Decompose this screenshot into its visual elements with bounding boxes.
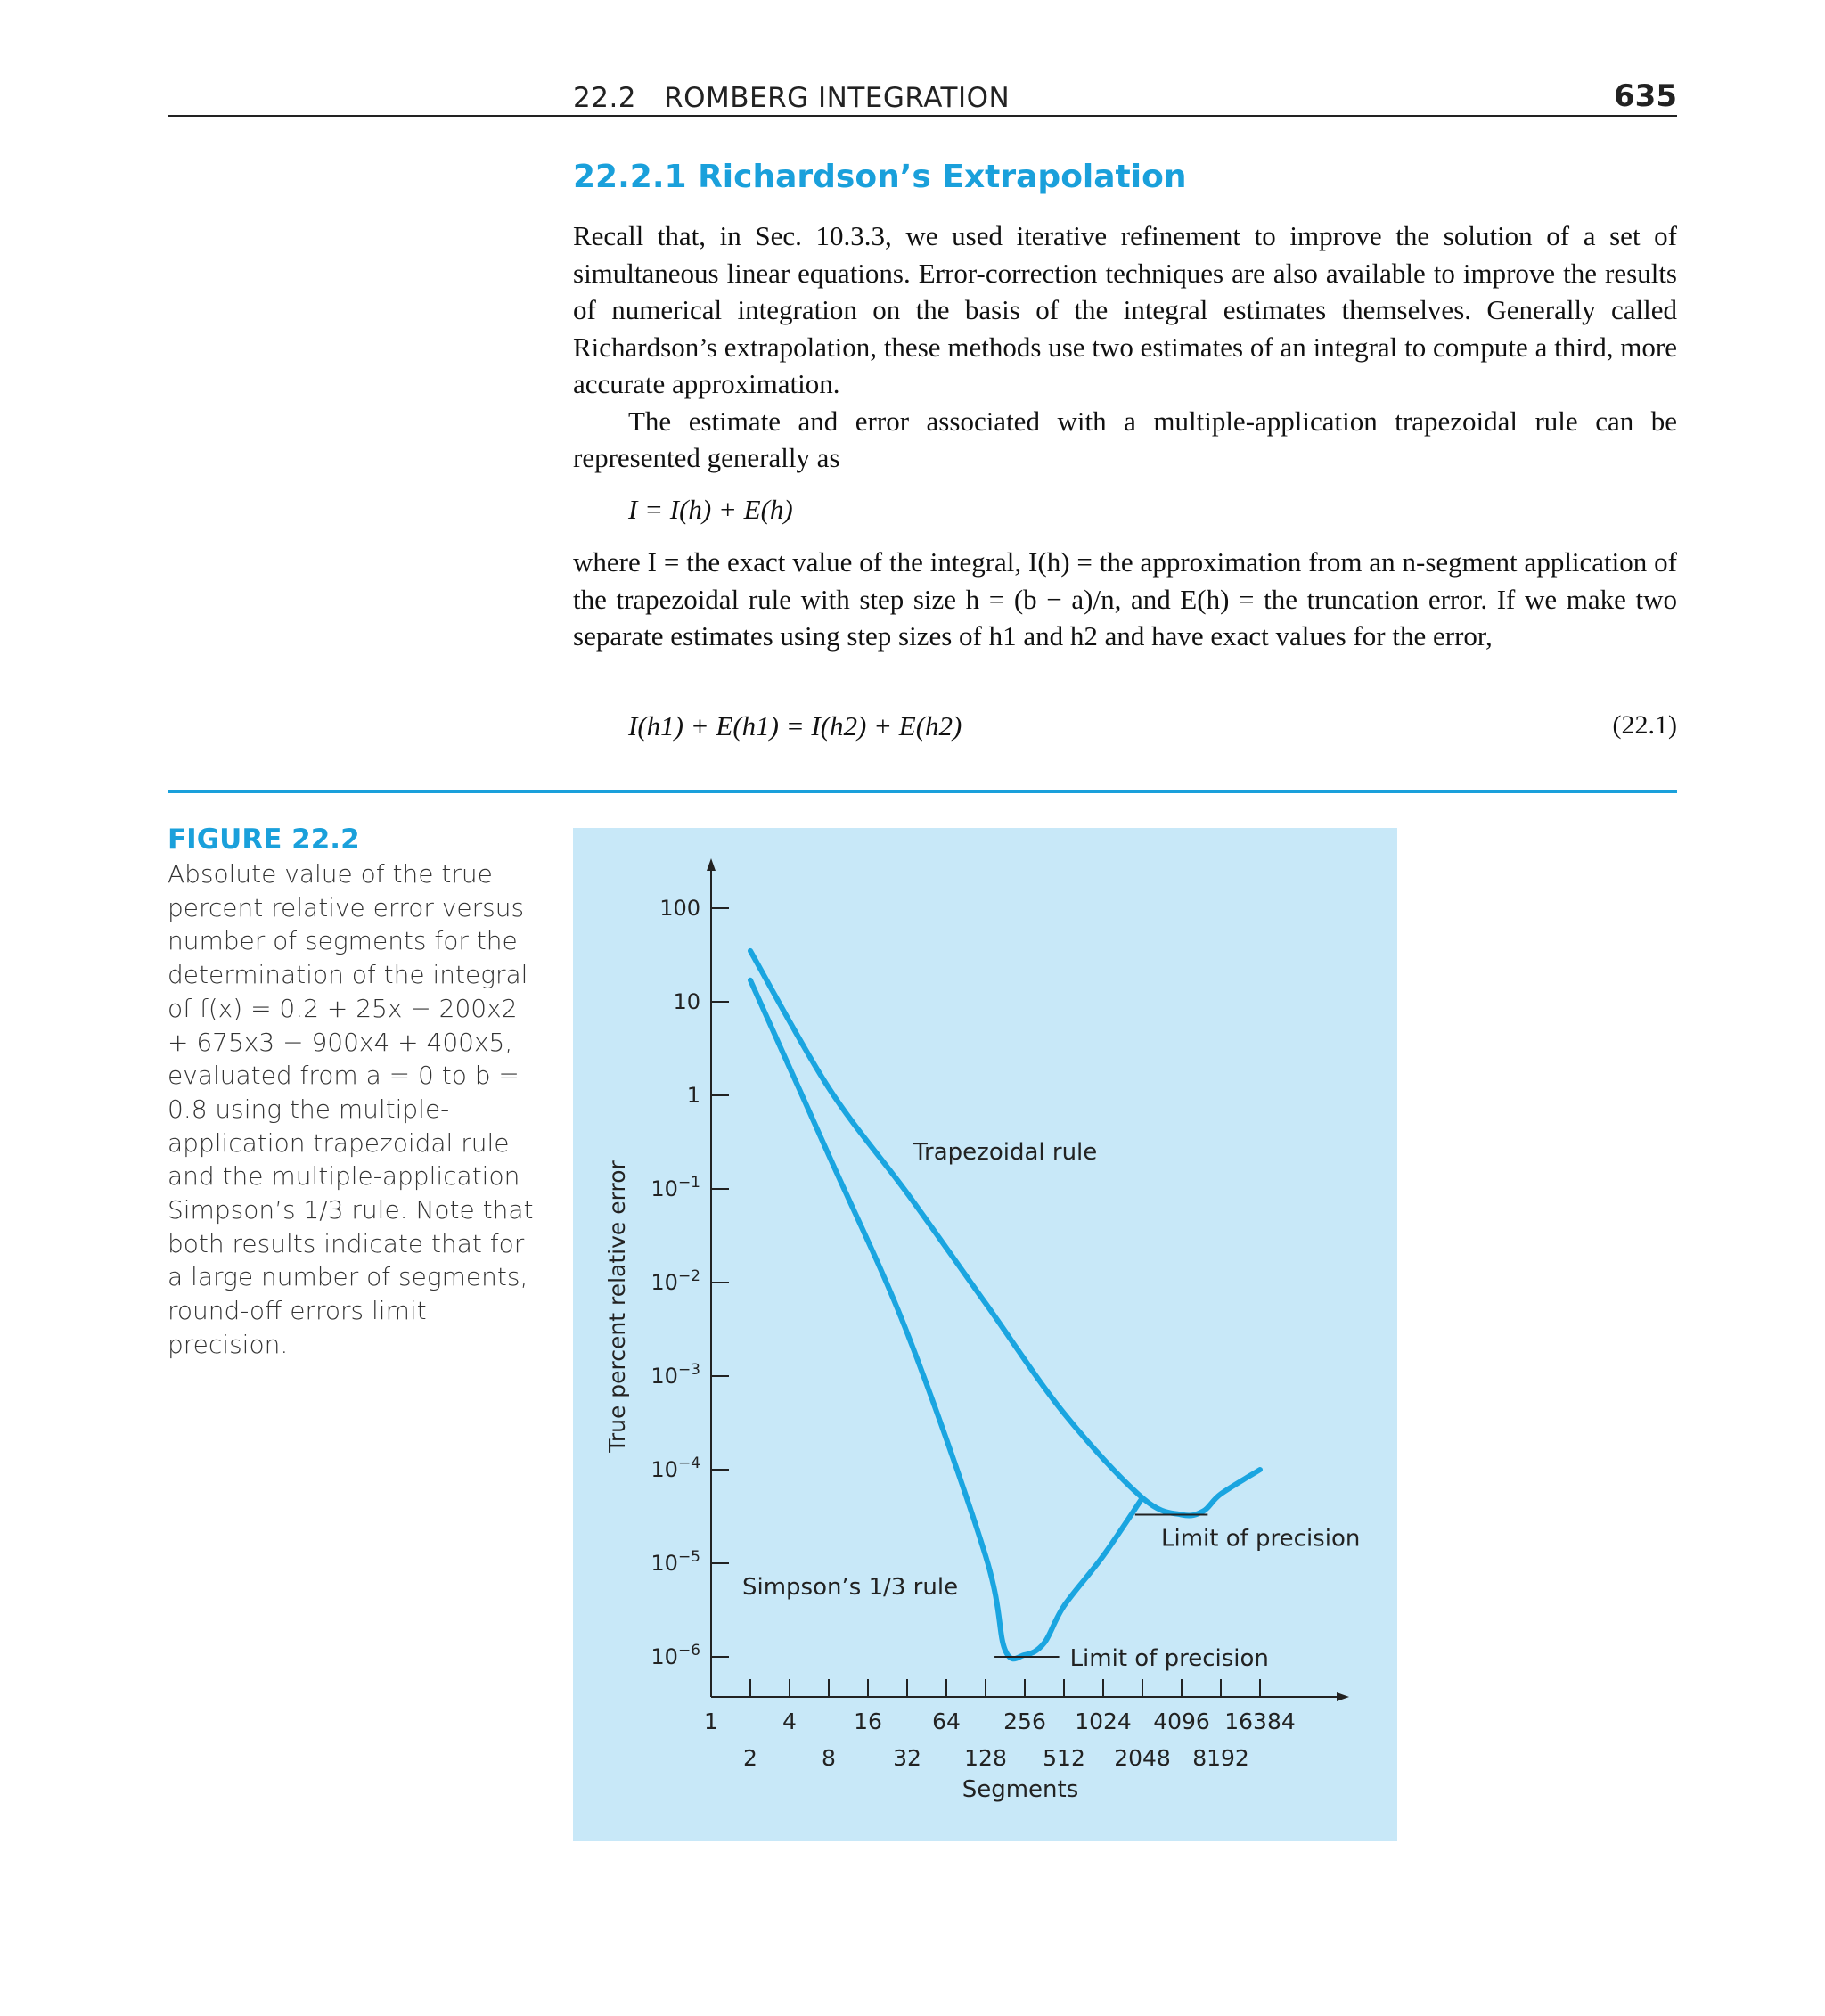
simpson-series-line [750,980,1142,1659]
y-tick-label: $10^{-6}$ [651,1642,700,1669]
y-tick-label: $10^{-5}$ [651,1548,700,1576]
paragraph-3: where I = the exact value of the integral, I(h) = the approximation from an n-segment application of the trapezoidal rule with step size h = (b − a)/n, and E(h) = the truncation error. If we make two separate estimates using step sizes of h1 and h2 and have exact values for the error, [573,546,1677,652]
header-rule [168,115,1677,117]
limit-of-precision-label: Limit of precision [1069,1645,1269,1672]
page-number: 635 [1614,78,1677,114]
x-tick-label: 2 [743,1745,757,1771]
simpson-series-label: Simpson’s 1/3 rule [742,1574,959,1601]
equation-1: I = I(h) + E(h) [628,494,793,525]
section-body-middle [573,544,1677,655]
x-axis-arrow [1337,1692,1349,1701]
y-tick-label: 100 [659,896,700,921]
trapezoidal-series-label: Trapezoidal rule [913,1139,1098,1166]
x-tick-label: 16 [854,1709,882,1734]
paragraph-2: The estimate and error associated with a multiple-application trapezoidal rule can be represented generally as [573,405,1677,473]
section-body-top [573,217,1677,477]
paragraph-1: Recall that, in Sec. 10.3.3, we used iterative refinement to improve the solution of a set of simultaneous linear equations. Error-correction techniques are also available to improve the results of numerical integration on the basis of the integral estimates themselves. Generally called Richardson’s extrapolation, these methods use two estimates of an integral to compute a third, more accurate approximation. [573,220,1677,399]
y-axis-label: True percent relative error [604,1160,630,1453]
figure-rule [168,790,1677,793]
x-tick-label: 1024 [1075,1709,1132,1734]
x-tick-label: 4096 [1153,1709,1210,1734]
figure-panel [573,828,1397,1841]
x-tick-label: 64 [932,1709,961,1734]
x-tick-label: 128 [964,1745,1007,1771]
x-tick-label: 256 [1003,1709,1046,1734]
trapezoidal-series-line [750,951,1260,1516]
caption-text: Absolute value of the true percent relative error versus number of segments for the determination of the integral of f(x) = 0.2 + 25x − 200x2 + 675x3 − 900x4 + 400x5, evaluated from a = 0 to b = 0.8 using the multiple-application trapezoidal rule and the multiple-application Simpson’s 1/3 rule. Note that both results indicate that for a large number of segments, round-off errors limit precision. [168,859,534,1359]
equation-number: (22.1) [1612,710,1677,740]
y-tick-label: 1 [686,1083,700,1108]
x-tick-label: 16384 [1224,1709,1296,1734]
running-head: 22.2 ROMBERG INTEGRATION [573,82,1011,114]
x-tick-label: 8192 [1192,1745,1249,1771]
x-tick-label: 4 [782,1709,797,1734]
x-tick-label: 1 [704,1709,718,1734]
limit-of-precision-label: Limit of precision [1161,1525,1361,1553]
y-tick-label: $10^{-3}$ [651,1361,700,1389]
x-tick-label: 8 [822,1745,836,1771]
equation-2: I(h1) + E(h1) = I(h2) + E(h2) [628,710,962,742]
figure-label: FIGURE 22.2 [168,824,360,856]
y-tick-label: $10^{-2}$ [651,1267,700,1295]
x-axis-label: Segments [962,1776,1079,1803]
section-title: 22.2.1 Richardson’s Extrapolation [573,159,1187,195]
x-tick-label: 32 [893,1745,921,1771]
chart-series-layer [750,951,1260,1659]
y-axis-arrow [707,858,716,871]
chart-annotation-layer [742,1139,1360,1672]
y-tick-label: $10^{-4}$ [651,1455,700,1482]
y-tick-label: $10^{-1}$ [651,1174,700,1201]
x-tick-label: 512 [1043,1745,1085,1771]
x-tick-label: 2048 [1114,1745,1171,1771]
figure-caption [168,857,542,1362]
y-tick-label: 10 [673,989,700,1014]
error-chart [573,828,1397,1841]
